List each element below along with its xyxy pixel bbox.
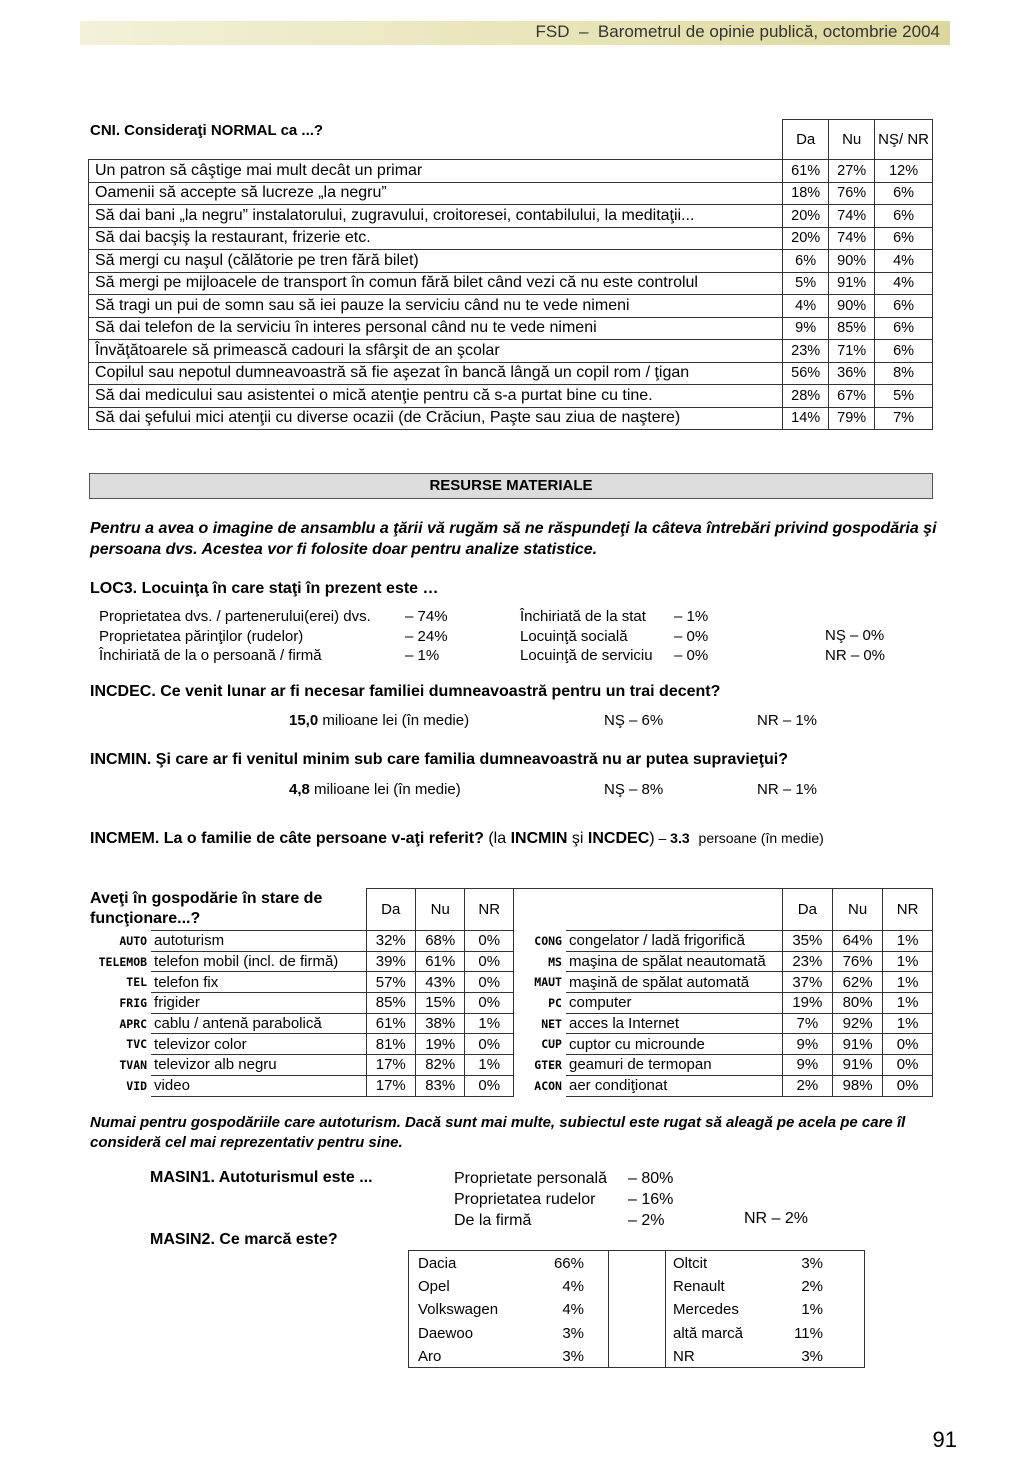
cni-nu: 76% [829, 182, 875, 205]
appliance-nu: 15% [415, 993, 464, 1014]
brand-name: Opel [418, 1278, 450, 1296]
brand-list-left [418, 1255, 598, 1371]
appliance-label: geamuri de termopan [566, 1055, 782, 1076]
appliance-nu: 38% [415, 1013, 464, 1034]
appliance-code: APRC [119, 1016, 148, 1031]
appliance-code: CUP [541, 1037, 562, 1052]
appliance-nu: 61% [415, 951, 464, 972]
cni-ns: 4% [875, 250, 933, 273]
appliance-label: cablu / antenă parabolică [151, 1013, 366, 1034]
appliance-nu: 92% [832, 1013, 882, 1034]
appliance-code: TELEMOB [98, 954, 148, 969]
appliance-nr: 0% [883, 1034, 933, 1055]
appliance-row [88, 951, 514, 972]
appliance-nr: 1% [883, 993, 933, 1014]
incmin-title: INCMIN. Şi care ar fi venitul minim sub care familia dumneavoastră nu ar putea supravieţui? [90, 751, 788, 768]
cni-question: Învăţătoarele să primească cadouri la sfârşit de an şcolar [89, 340, 783, 363]
appliance-nu: 68% [415, 931, 464, 952]
cni-da: 23% [783, 340, 829, 363]
cni-nu: 74% [829, 227, 875, 250]
masin1-option: De la firmă – 2% [454, 1212, 665, 1229]
appliance-label: video [151, 1075, 366, 1096]
cni-row [89, 205, 933, 228]
appliance-nu: 98% [832, 1075, 882, 1096]
appliance-label: cuptor cu microunde [566, 1034, 782, 1055]
car-brand-table [408, 1250, 865, 1368]
brand-name: altă marcă [673, 1324, 744, 1342]
brand-divider [665, 1251, 666, 1367]
cni-table [88, 119, 933, 430]
loc3-title: LOC3. Locuinţa în care staţi în prezent este … [90, 580, 439, 597]
appliance-code: GTER [534, 1057, 562, 1072]
brand-share: 11% [794, 1324, 823, 1342]
appliances-table-left [88, 888, 514, 1097]
cni-question: Oamenii să accepte să lucreze „la negru” [89, 182, 783, 205]
appliance-label: congelator / ladă frigorifică [566, 931, 782, 952]
cni-nu: 85% [829, 317, 875, 340]
appliance-row [88, 972, 514, 993]
cni-ns: 4% [875, 272, 933, 295]
brand-share: 4% [562, 1301, 584, 1319]
cni-row [89, 272, 933, 295]
cni-ns: 12% [875, 160, 933, 183]
cni-question: Să dai telefon de la serviciu în interes personal când nu te vede nimeni [89, 317, 783, 340]
appliance-row [514, 951, 933, 972]
appliance-nr: 1% [883, 931, 933, 952]
appliance-code: MS [548, 954, 562, 969]
cni-question: Să mergi pe mijloacele de transport în comun fără bilet când vezi că nu este controlul [89, 272, 783, 295]
cni-da: 18% [783, 182, 829, 205]
brand-divider [608, 1251, 609, 1367]
appliance-nu: 64% [832, 931, 882, 952]
cni-nu: 74% [829, 205, 875, 228]
brand-name: Aro [418, 1347, 442, 1365]
cni-da: 14% [783, 407, 829, 430]
col-nu: Nu [832, 889, 882, 931]
appliance-code: NET [541, 1016, 562, 1031]
appliance-da: 19% [782, 993, 832, 1014]
loc3-col1 [99, 607, 459, 666]
appliance-label: maşină de spălat automată [566, 972, 782, 993]
appliance-row [514, 993, 933, 1014]
appliance-da: 85% [366, 993, 415, 1014]
brand-share: 4% [562, 1278, 584, 1296]
appliance-code: TEL [126, 975, 148, 990]
brand-row [418, 1348, 598, 1371]
appliance-label: computer [566, 993, 782, 1014]
appliance-da: 61% [366, 1013, 415, 1034]
appliance-nu: 83% [415, 1075, 464, 1096]
brand-share: 3% [562, 1347, 584, 1365]
appliance-da: 7% [782, 1013, 832, 1034]
appliance-code: FRIG [119, 995, 148, 1010]
cni-row [89, 407, 933, 430]
appliance-label: maşina de spălat neautomată [566, 951, 782, 972]
cni-question: Să dai bani „la negru” instalatorului, zugravului, croitoresei, contabilului, la meditaţii... [89, 205, 783, 228]
appliance-nr: 1% [883, 1013, 933, 1034]
brand-row [673, 1255, 853, 1278]
incmem-line: INCMEM. La o familie de câte persoane v-aţi referit? (la INCMIN şi INCDEC) – 3.3 persoane (în medie) [90, 830, 824, 847]
appliances-question: Aveţi în gospodărie în stare de funcţionare...? [90, 890, 323, 927]
appliance-nu: 76% [832, 951, 882, 972]
cni-da: 61% [783, 160, 829, 183]
appliance-nr: 0% [465, 1075, 514, 1096]
appliance-label: televizor color [151, 1034, 366, 1055]
cni-nu: 36% [829, 362, 875, 385]
brand-name: Renault [673, 1278, 725, 1296]
appliance-da: 23% [782, 951, 832, 972]
appliance-row [514, 1013, 933, 1034]
appliance-label: telefon mobil (incl. de firmă) [151, 951, 366, 972]
appliance-da: 17% [366, 1055, 415, 1076]
loc3-option: Locuinţă socială – 0% [520, 627, 709, 645]
appliance-label: aer condiţionat [566, 1075, 782, 1096]
cni-nu: 71% [829, 340, 875, 363]
col-nu: Nu [829, 120, 875, 160]
cni-question: Să dai bacşiş la restaurant, frizerie etc. [89, 227, 783, 250]
cni-ns: 6% [875, 182, 933, 205]
appliance-nr: 0% [465, 1034, 514, 1055]
incmin-nr: NR – 1% [757, 781, 818, 798]
appliance-nr: 0% [465, 972, 514, 993]
appliance-label: acces la Internet [566, 1013, 782, 1034]
incmin-ns: NŞ – 8% [604, 781, 664, 798]
appliance-da: 81% [366, 1034, 415, 1055]
cni-row [89, 385, 933, 408]
appliance-label: frigider [151, 993, 366, 1014]
cni-row [89, 160, 933, 183]
cni-question: Un patron să câştige mai mult decât un primar [89, 160, 783, 183]
cni-row [89, 182, 933, 205]
brand-name: Dacia [418, 1255, 457, 1272]
cni-row [89, 362, 933, 385]
brand-row [418, 1301, 598, 1324]
appliance-nr: 0% [883, 1055, 933, 1076]
brand-row [673, 1301, 853, 1324]
appliance-da: 17% [366, 1075, 415, 1096]
cni-ns: 6% [875, 317, 933, 340]
cni-ns: 6% [875, 295, 933, 318]
appliance-code: AUTO [119, 933, 148, 948]
appliance-da: 2% [782, 1075, 832, 1096]
col-nr: NR [883, 889, 933, 931]
masin1-options [454, 1168, 714, 1231]
section-title: RESURSE MATERIALE [89, 473, 933, 499]
intro-text: Pentru a avea o imagine de ansamblu a ţării vă rugăm să ne răspundeţi la câteva întrebări privind gospodăria şi persoana dvs. Acestea vor fi folosite doar pentru analize statistice. [90, 520, 937, 558]
brand-name: Daewoo [418, 1324, 474, 1342]
appliance-da: 32% [366, 931, 415, 952]
appliance-label: autoturism [151, 931, 366, 952]
page-number: 91 [932, 1427, 957, 1452]
loc3-ns: NŞ – 0% [825, 627, 885, 644]
incdec-ns: NŞ – 6% [604, 712, 664, 729]
cni-question: Să tragi un pui de somn sau să iei pauze la serviciu când nu te vede nimeni [89, 295, 783, 318]
appliance-row [88, 1055, 514, 1076]
appliance-row [514, 1075, 933, 1096]
brand-list-right [673, 1255, 853, 1371]
appliance-da: 37% [782, 972, 832, 993]
cni-da: 20% [783, 227, 829, 250]
appliance-nu: 91% [832, 1055, 882, 1076]
col-da: Da [783, 120, 829, 160]
appliance-nr: 0% [883, 1075, 933, 1096]
loc3-option: Proprietatea dvs. / partenerului(erei) dvs. – 74% [99, 608, 448, 625]
cni-da: 6% [783, 250, 829, 273]
cni-row [89, 250, 933, 273]
cni-ns: 5% [875, 385, 933, 408]
brand-share: 3% [562, 1324, 584, 1342]
appliance-da: 57% [366, 972, 415, 993]
car-note: Numai pentru gospodăriile care autoturism. Dacă sunt mai multe, subiectul este rugat să aleagă pe acela pe care îl consideră cel mai reprezentativ pentru sine. [90, 1114, 906, 1151]
masin2-title: MASIN2. Ce marcă este? [150, 1231, 338, 1248]
appliance-nu: 62% [832, 972, 882, 993]
cni-ns: 6% [875, 205, 933, 228]
appliance-row [514, 1055, 933, 1076]
brand-share: 2% [801, 1278, 823, 1296]
brand-share: 3% [801, 1255, 823, 1272]
col-nr: NR [465, 889, 514, 931]
cni-da: 28% [783, 385, 829, 408]
brand-share: 3% [801, 1347, 823, 1365]
loc3-col2 [520, 607, 740, 666]
incdec-value: 15,0 milioane lei (în medie) [289, 712, 470, 729]
appliance-row [88, 1034, 514, 1055]
cni-da: 9% [783, 317, 829, 340]
appliance-nr: 1% [465, 1055, 514, 1076]
loc3-col3 [825, 626, 885, 665]
appliance-nr: 1% [883, 951, 933, 972]
cni-ns: 8% [875, 362, 933, 385]
cni-da: 4% [783, 295, 829, 318]
incmin-value: 4,8 milioane lei (în medie) [289, 781, 461, 798]
cni-nu: 90% [829, 250, 875, 273]
appliance-nu: 91% [832, 1034, 882, 1055]
brand-row [673, 1348, 853, 1371]
appliance-row [514, 1034, 933, 1055]
loc3-option: Proprietatea părinţilor (rudelor) – 24% [99, 627, 448, 645]
loc3-option: Locuinţă de serviciu – 0% [520, 647, 709, 664]
cni-da: 56% [783, 362, 829, 385]
col-ns-nr: NŞ/ NR [875, 120, 933, 160]
appliance-code: TVAN [119, 1057, 148, 1072]
appliance-code: VID [126, 1078, 148, 1093]
cni-row [89, 340, 933, 363]
appliance-row [88, 931, 514, 952]
masin1-option: Proprietate personală – 80% [454, 1170, 674, 1187]
appliance-da: 35% [782, 931, 832, 952]
appliance-code: ACON [534, 1078, 562, 1093]
brand-name: Oltcit [673, 1255, 708, 1272]
cni-row [89, 295, 933, 318]
loc3-option: Închiriată de la stat – 1% [520, 608, 709, 625]
appliance-row [514, 931, 933, 952]
cni-ns: 6% [875, 340, 933, 363]
appliance-nu: 19% [415, 1034, 464, 1055]
cni-row [89, 227, 933, 250]
brand-name: Volkswagen [418, 1301, 499, 1319]
appliance-nr: 0% [465, 951, 514, 972]
brand-row [418, 1325, 598, 1348]
brand-row [673, 1325, 853, 1348]
appliance-row [88, 1075, 514, 1096]
appliance-label: televizor alb negru [151, 1055, 366, 1076]
brand-row [418, 1278, 598, 1301]
incdec-title: INCDEC. Ce venit lunar ar fi necesar familiei dumneavoastră pentru un trai decent? [90, 683, 721, 700]
appliance-code: PC [548, 995, 562, 1010]
appliance-code: CONG [534, 933, 562, 948]
appliance-nr: 1% [465, 1013, 514, 1034]
masin1-title: MASIN1. Autoturismul este ... [150, 1169, 373, 1186]
appliance-nr: 1% [883, 972, 933, 993]
cni-nu: 90% [829, 295, 875, 318]
cni-nu: 67% [829, 385, 875, 408]
appliance-nr: 0% [465, 993, 514, 1014]
cni-ns: 6% [875, 227, 933, 250]
brand-name: Mercedes [673, 1301, 739, 1319]
appliance-nu: 80% [832, 993, 882, 1014]
appliance-row [88, 993, 514, 1014]
cni-question: Să mergi cu naşul (călătorie pe tren fără bilet) [89, 250, 783, 273]
cni-nu: 27% [829, 160, 875, 183]
loc3-nr: NR – 0% [825, 646, 886, 664]
masin1-option: Proprietatea rudelor – 16% [454, 1191, 674, 1208]
appliance-row [88, 1013, 514, 1034]
appliance-label: telefon fix [151, 972, 366, 993]
brand-row [418, 1255, 598, 1278]
header-band [80, 21, 950, 45]
col-da: Da [782, 889, 832, 931]
appliance-nr: 0% [465, 931, 514, 952]
masin1-nr: NR – 2% [744, 1210, 809, 1227]
brand-row [673, 1278, 853, 1301]
cni-nu: 91% [829, 272, 875, 295]
cni-nu: 79% [829, 407, 875, 430]
cni-question: Copilul sau nepotul dumneavoastră să fie aşezat în bancă lângă un copil rom / ţigan [89, 362, 783, 385]
appliance-nu: 82% [415, 1055, 464, 1076]
appliance-code: MAUT [534, 975, 562, 990]
loc3-option: Închiriată de la o persoană / firmă – 1% [99, 647, 440, 664]
brand-share: 66% [553, 1255, 584, 1272]
brand-name: NR [673, 1347, 695, 1365]
col-da: Da [366, 889, 415, 931]
cni-da: 20% [783, 205, 829, 228]
col-nu: Nu [415, 889, 464, 931]
header-title: FSD – Barometrul de opinie publică, octombrie 2004 [535, 22, 940, 41]
appliance-da: 9% [782, 1034, 832, 1055]
cni-question: Să dai medicului sau asistentei o mică atenţie pentru că s-a purtat bine cu tine. [89, 385, 783, 408]
brand-share: 1% [801, 1301, 823, 1319]
cni-question: Să dai şefului mici atenţii cu diverse ocazii (de Crăciun, Paşte sau ziua de naştere) [89, 407, 783, 430]
incdec-nr: NR – 1% [757, 712, 818, 729]
appliance-row [514, 972, 933, 993]
appliance-da: 39% [366, 951, 415, 972]
appliance-code: TVC [126, 1037, 148, 1052]
appliance-nu: 43% [415, 972, 464, 993]
cni-row [89, 317, 933, 340]
cni-question-title: CNI. Consideraţi NORMAL ca ...? [90, 122, 324, 139]
cni-da: 5% [783, 272, 829, 295]
appliances-table-right [514, 888, 933, 1097]
cni-ns: 7% [875, 407, 933, 430]
appliance-da: 9% [782, 1055, 832, 1076]
